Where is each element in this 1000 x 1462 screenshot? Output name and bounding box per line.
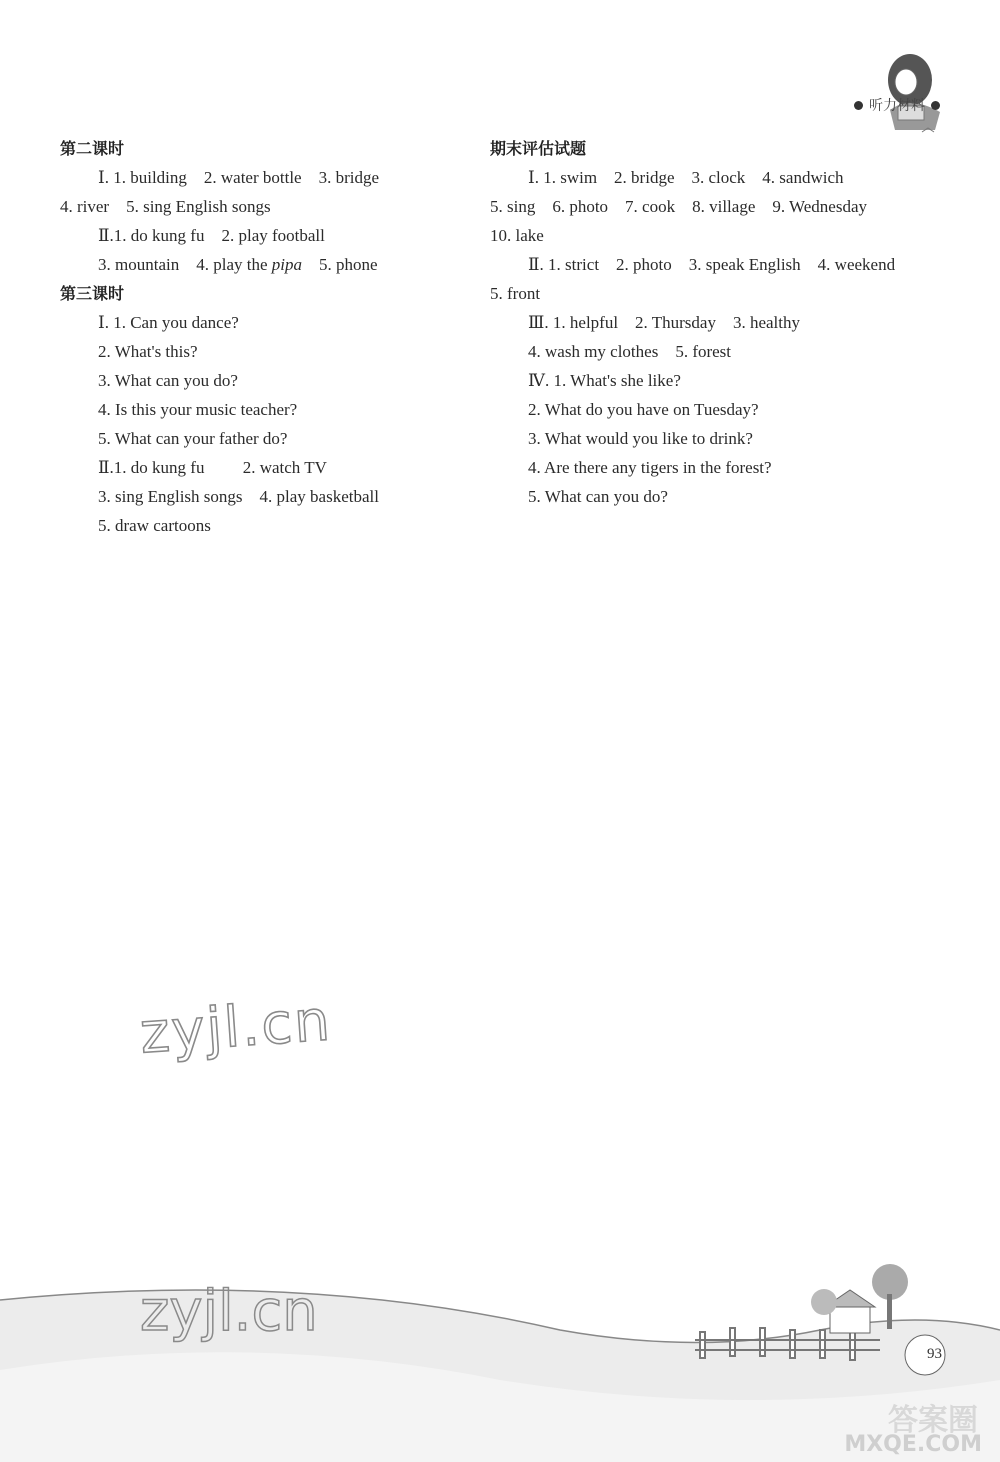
answer-line: 5. draw cartoons — [98, 516, 211, 535]
watermark: zyjl.cn — [140, 1279, 318, 1344]
answer-line: Ⅰ. 1. swim 2. bridge 3. clock 4. sandwich — [528, 168, 844, 187]
page-number: 93 — [927, 1346, 942, 1362]
watermark: zyjl.cn — [137, 988, 334, 1067]
right-column — [490, 134, 930, 511]
section-header — [854, 95, 940, 115]
answer-line: Ⅱ. 1. strict 2. photo 3. speak English 4. weekend — [528, 255, 896, 274]
answer-line: 5. front — [490, 284, 541, 303]
section-title-lesson3: 第三课时 — [60, 284, 125, 303]
answer-line: Ⅰ. 1. Can you dance? — [98, 313, 239, 332]
answer-line: 10. lake — [490, 226, 544, 245]
section-title-lesson2: 第二课时 — [60, 139, 125, 158]
answer-line: 2. What's this? — [98, 342, 198, 361]
answer-line: Ⅳ. 1. What's she like? — [528, 371, 681, 390]
answer-line: 5. What can you do? — [528, 487, 668, 506]
answer-line: 3. What would you like to drink? — [528, 429, 753, 448]
answer-line: 3. What can you do? — [98, 371, 238, 390]
answer-line: 4. wash my clothes 5. forest — [528, 342, 732, 361]
header-label: 听力材料 — [869, 99, 925, 114]
bullet-dot-icon — [931, 101, 940, 110]
bullet-dot-icon — [854, 101, 863, 110]
answer-line: Ⅱ.1. do kung fu 2. watch TV — [98, 458, 327, 477]
site-url: MXQE.COM — [844, 1432, 982, 1457]
answer-line: 4. river 5. sing English songs — [60, 197, 271, 216]
answer-line: 3. mountain 4. play the pipa 5. phone — [98, 255, 378, 274]
answer-line: 3. sing English songs 4. play basketball — [98, 487, 379, 506]
answer-line: Ⅱ.1. do kung fu 2. play football — [98, 226, 325, 245]
answer-line: 2. What do you have on Tuesday? — [528, 400, 759, 419]
site-logo: 答案圈 — [888, 1403, 978, 1438]
answer-line: Ⅰ. 1. building 2. water bottle 3. bridge — [98, 168, 380, 187]
answer-line: 5. What can your father do? — [98, 429, 288, 448]
answer-line: Ⅲ. 1. helpful 2. Thursday 3. healthy — [528, 313, 800, 332]
answer-line: 4. Are there any tigers in the forest? — [528, 458, 772, 477]
section-title-final: 期末评估试题 — [490, 139, 587, 158]
answer-line: 4. Is this your music teacher? — [98, 400, 298, 419]
answer-line: 5. sing 6. photo 7. cook 8. village 9. Wednesday — [490, 197, 867, 216]
girl-reading-illustration — [840, 40, 960, 140]
left-column — [60, 134, 460, 540]
